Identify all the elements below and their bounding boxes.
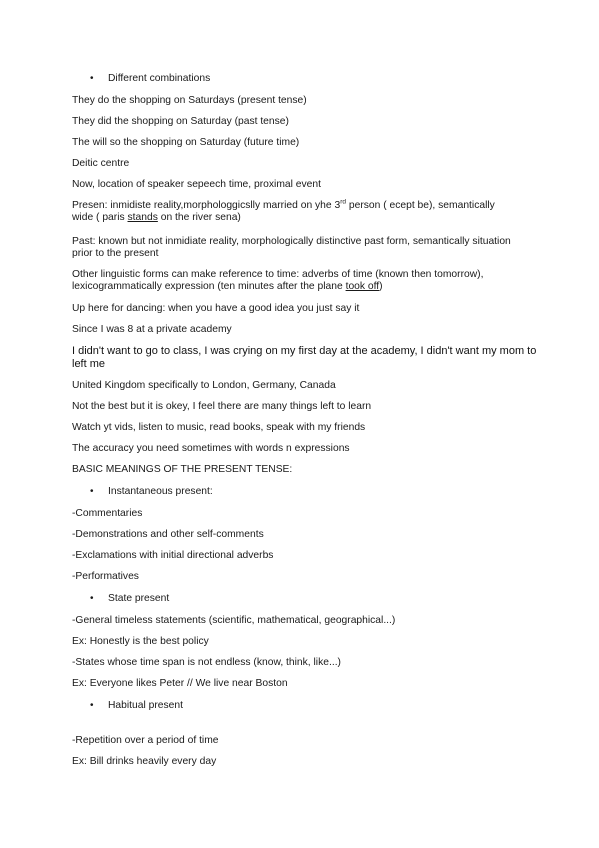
bullet-instantaneous-present: Instantaneous present: [108, 486, 213, 497]
text-line: -General timeless statements (scientific, mathematical, geographical...) [72, 615, 396, 626]
text-line: -Demonstrations and other self-comments [72, 529, 264, 540]
presen-paragraph-line-1: Presen: inmidiste reality,morphologgicslly married on yhe 3rd person ( ecept be), semantically [72, 198, 495, 211]
other-paragraph-line-1: Other linguistic forms can make reference to time: adverbs of time (known then tomorrow), [72, 269, 484, 280]
text-line: Deitic centre [72, 158, 130, 169]
text-line: They did the shopping on Saturday (past tense) [72, 116, 289, 127]
text-line: They do the shopping on Saturdays (present tense) [72, 95, 307, 106]
text-line: Ex: Everyone likes Peter // We live near Boston [72, 678, 288, 689]
text-line: -States whose time span is not endless (know, think, like...) [72, 657, 341, 668]
text-line: Watch yt vids, listen to music, read books, speak with my friends [72, 422, 366, 433]
academy-paragraph-line-1: I didn't want to go to class, I was crying on my first day at the academy, I didn't want my mom to [72, 345, 537, 357]
other-paragraph-line-2: lexicogrammatically expression (ten minutes after the plane took off) [72, 281, 383, 292]
text-line: -Exclamations with initial directional adverbs [72, 550, 274, 561]
bullet-marker: • [90, 700, 94, 711]
text-line: United Kingdom specifically to London, Germany, Canada [72, 380, 336, 391]
bullet-habitual-present: Habitual present [108, 700, 183, 711]
text-line: Not the best but it is okey, I feel there are many things left to learn [72, 401, 372, 412]
text-line: -Commentaries [72, 508, 143, 519]
text-line: -Repetition over a period of time [72, 735, 219, 746]
text-line: -Performatives [72, 571, 139, 582]
bullet-different-combinations: Different combinations [108, 73, 211, 84]
bullet-marker: • [90, 486, 94, 497]
past-paragraph-line-2: prior to the present [72, 248, 159, 259]
text-line: Ex: Bill drinks heavily every day [72, 756, 217, 767]
bullet-marker: • [90, 593, 94, 604]
academy-paragraph-line-2: left me [72, 358, 106, 370]
text-line: Since I was 8 at a private academy [72, 324, 232, 335]
past-paragraph-line-1: Past: known but not inmidiate reality, morphologically distinctive past form, semantically situation [72, 236, 511, 247]
text-line: The accuracy you need sometimes with words n expressions [72, 443, 350, 454]
bullet-marker: • [90, 73, 94, 84]
text-line: Up here for dancing: when you have a good idea you just say it [72, 303, 360, 314]
section-heading: BASIC MEANINGS OF THE PRESENT TENSE: [72, 464, 293, 475]
text-line: Now, location of speaker sepeech time, proximal event [72, 179, 321, 190]
presen-paragraph-line-2: wide ( paris stands on the river sena) [72, 212, 241, 223]
bullet-state-present: State present [108, 593, 170, 604]
text-line: The will so the shopping on Saturday (future time) [72, 137, 300, 148]
text-line: Ex: Honestly is the best policy [72, 636, 209, 647]
